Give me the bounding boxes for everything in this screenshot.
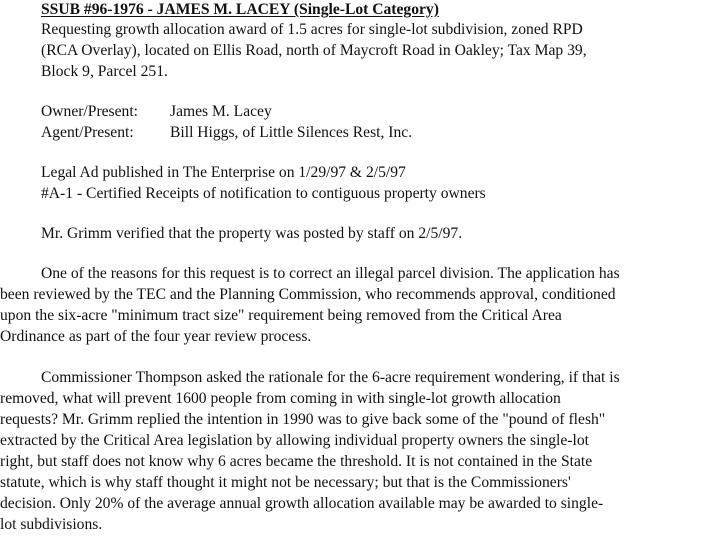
owner-label: Owner/Present: — [41, 103, 139, 120]
paragraph-line: Ordinance as part of the four year review process. — [0, 328, 312, 345]
exhibit-line: #A-1 - Certified Receipts of notification to contiguous property owners — [41, 185, 486, 202]
paragraph-line: upon the six-acre "minimum tract size" requirement being removed from the Critical Area — [0, 307, 562, 324]
paragraph-line: requests? Mr. Grimm replied the intention in 1990 was to give back some of the "pound of flesh" — [0, 411, 606, 428]
verification-line: Mr. Grimm verified that the property was posted by staff on 2/5/97. — [41, 225, 463, 242]
request-line: (RCA Overlay), located on Ellis Road, north of Maycroft Road in Oakley; Tax Map 39, — [41, 42, 587, 59]
paragraph-line: right, but staff does not know why 6 acres became the threshold. It is not contained in the State — [0, 453, 593, 470]
agent-label: Agent/Present: — [41, 124, 134, 141]
legal-ad-line: Legal Ad published in The Enterprise on 1/29/97 & 2/5/97 — [41, 164, 406, 181]
paragraph-line: One of the reasons for this request is to correct an illegal parcel division. The application has — [41, 265, 620, 282]
paragraph-line: decision. Only 20% of the average annual growth allocation available may be awarded to single- — [0, 495, 604, 512]
request-line: Block 9, Parcel 251. — [41, 63, 168, 80]
request-line: Requesting growth allocation award of 1.5 acres for single-lot subdivision, zoned RPD — [41, 21, 583, 38]
agent-value: Bill Higgs, of Little Silences Rest, Inc. — [170, 124, 413, 141]
owner-value: James M. Lacey — [170, 103, 272, 120]
paragraph-line: statute, which is why staff thought it might not be necessary; but that is the Commissioners' — [0, 474, 571, 491]
paragraph-line: Commissioner Thompson asked the rationale for the 6-acre requirement wondering, if that is — [41, 369, 620, 386]
paragraph-line: been reviewed by the TEC and the Planning Commission, who recommends approval, conditioned — [0, 286, 616, 303]
paragraph-line: lot subdivisions. — [0, 516, 103, 533]
paragraph-line: extracted by the Critical Area legislation by allowing individual property owners the single-lot — [0, 432, 589, 449]
document-heading: SSUB #96-1976 - JAMES M. LACEY (Single-Lot Category) — [41, 1, 439, 18]
paragraph-line: removed, what will prevent 1600 people from coming in with single-lot growth allocation — [0, 390, 561, 407]
